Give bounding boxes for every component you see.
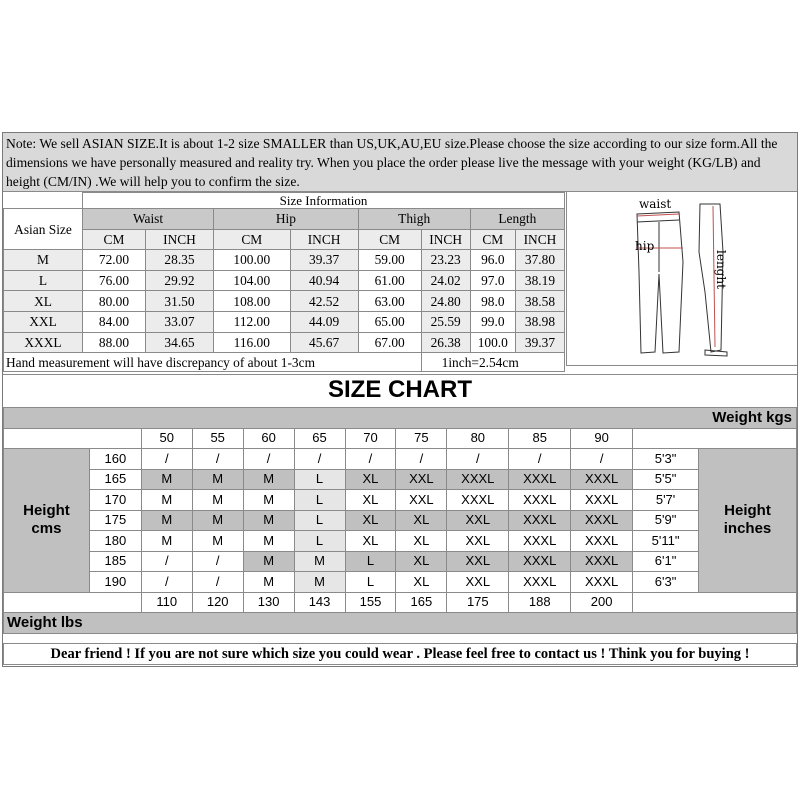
measurement-cell: 88.00 bbox=[83, 332, 146, 353]
size-recommendation: M bbox=[141, 469, 192, 490]
measurement-cell: 29.92 bbox=[145, 270, 213, 291]
size-chart-table bbox=[3, 407, 797, 634]
unit-header: CM bbox=[214, 229, 290, 250]
size-recommendation: / bbox=[447, 449, 509, 470]
measurement-cell: 116.00 bbox=[214, 332, 290, 353]
unit-header: CM bbox=[358, 229, 421, 250]
size-recommendation: M bbox=[243, 490, 294, 511]
measurement-cell: 31.50 bbox=[145, 291, 213, 312]
size-info-caption: Size Information bbox=[83, 193, 565, 209]
pants-diagram-svg bbox=[567, 192, 796, 364]
height-cm-value: 170 bbox=[89, 490, 141, 511]
size-recommendation: XL bbox=[396, 551, 447, 572]
height-row bbox=[4, 449, 797, 470]
measurement-cell: 33.07 bbox=[145, 311, 213, 332]
measurement-cell: 26.38 bbox=[421, 332, 470, 353]
size-recommendation: / bbox=[294, 449, 345, 470]
measurement-cell: 104.00 bbox=[214, 270, 290, 291]
measurement-cell: 39.37 bbox=[290, 250, 358, 271]
measurement-cell: 45.67 bbox=[290, 332, 358, 353]
measurement-cell: 59.00 bbox=[358, 250, 421, 271]
measurement-cell: 38.98 bbox=[515, 311, 564, 332]
size-chart-title: SIZE CHART bbox=[3, 374, 797, 407]
weight-kgs-label: Weight kgs bbox=[4, 408, 797, 429]
unit-header: INCH bbox=[290, 229, 358, 250]
measurement-cell: 25.59 bbox=[421, 311, 470, 332]
size-recommendation: XXXL bbox=[571, 531, 633, 552]
size-note: Note: We sell ASIAN SIZE.It is about 1-2 size SMALLER than US,UK,AU,EU size.Please choose the size according to our size form.All the dimensions we have personally measured and reality try. When you place the order please live the message with your weight (KG/LB) and height (CM/IN) .We will help you to confirm the size. bbox=[3, 133, 797, 192]
height-cms-unit: cms bbox=[31, 520, 62, 538]
size-recommendation: XL bbox=[345, 531, 396, 552]
inch-conversion: 1inch=2.54cm bbox=[421, 353, 564, 372]
size-recommendation: XXXL bbox=[509, 531, 571, 552]
size-recommendation: M bbox=[192, 469, 243, 490]
measurement-cell: 63.00 bbox=[358, 291, 421, 312]
height-cm-value: 160 bbox=[89, 449, 141, 470]
size-information-table bbox=[3, 192, 565, 372]
size-recommendation: XXXL bbox=[509, 551, 571, 572]
pants-measurement-diagram bbox=[566, 192, 797, 366]
measurement-cell: 96.0 bbox=[470, 250, 515, 271]
measurement-cell: 37.80 bbox=[515, 250, 564, 271]
measurement-cell: 112.00 bbox=[214, 311, 290, 332]
measurement-cell: 99.0 bbox=[470, 311, 515, 332]
size-recommendation: XXXL bbox=[509, 572, 571, 593]
size-recommendation: XXL bbox=[447, 572, 509, 593]
size-recommendation: M bbox=[243, 572, 294, 593]
size-recommendation: M bbox=[294, 572, 345, 593]
size-recommendation: M bbox=[243, 469, 294, 490]
measurement-footnote: Hand measurement will have discrepancy of about 1-3cm bbox=[4, 353, 422, 372]
front-pants-outline bbox=[637, 212, 683, 353]
size-recommendation: XL bbox=[345, 510, 396, 531]
contact-footer: Dear friend ! If you are not sure which size you could wear . Please feel free to contact us ! Think you for buying ! bbox=[3, 643, 797, 665]
size-recommendation: XXXL bbox=[571, 490, 633, 511]
measurement-cell: 108.00 bbox=[214, 291, 290, 312]
size-recommendation: XXXL bbox=[571, 572, 633, 593]
height-cm-value: 175 bbox=[89, 510, 141, 531]
height-row bbox=[4, 469, 797, 490]
size-recommendation: L bbox=[294, 510, 345, 531]
weight-kg-value: 85 bbox=[509, 428, 571, 449]
height-inch-value: 6'3" bbox=[633, 572, 699, 593]
height-row bbox=[4, 490, 797, 511]
size-sheet bbox=[2, 132, 798, 667]
height-cm-value: 185 bbox=[89, 551, 141, 572]
measurement-cell: 72.00 bbox=[83, 250, 146, 271]
weight-lb-value: 120 bbox=[192, 592, 243, 613]
measurement-cell: 98.0 bbox=[470, 291, 515, 312]
measurement-cell: 42.52 bbox=[290, 291, 358, 312]
height-inch-value: 5'7' bbox=[633, 490, 699, 511]
group-header: Hip bbox=[214, 209, 359, 230]
group-header: Length bbox=[470, 209, 564, 230]
size-recommendation: XXL bbox=[396, 469, 447, 490]
measurement-cell: 38.19 bbox=[515, 270, 564, 291]
size-recommendation: / bbox=[243, 449, 294, 470]
size-row bbox=[4, 291, 565, 312]
measurement-cell: 44.09 bbox=[290, 311, 358, 332]
weight-kg-value: 50 bbox=[141, 428, 192, 449]
size-row bbox=[4, 332, 565, 353]
size-label: XXXL bbox=[4, 332, 83, 353]
height-inch-value: 5'5" bbox=[633, 469, 699, 490]
size-recommendation: XXXL bbox=[447, 469, 509, 490]
height-inches-label bbox=[699, 449, 797, 593]
measurement-cell: 65.00 bbox=[358, 311, 421, 332]
size-recommendation: XXXL bbox=[447, 490, 509, 511]
weight-kg-value: 90 bbox=[571, 428, 633, 449]
size-recommendation: / bbox=[192, 551, 243, 572]
size-recommendation: / bbox=[141, 572, 192, 593]
weight-kg-value: 80 bbox=[447, 428, 509, 449]
size-recommendation: XL bbox=[345, 469, 396, 490]
size-info-caption-spacer bbox=[4, 193, 83, 209]
size-recommendation: XXL bbox=[447, 551, 509, 572]
size-recommendation: L bbox=[345, 572, 396, 593]
size-row bbox=[4, 250, 565, 271]
size-recommendation: L bbox=[294, 490, 345, 511]
measurement-cell: 24.80 bbox=[421, 291, 470, 312]
size-recommendation: / bbox=[345, 449, 396, 470]
size-recommendation: / bbox=[141, 449, 192, 470]
measurement-cell: 76.00 bbox=[83, 270, 146, 291]
measurement-cell: 80.00 bbox=[83, 291, 146, 312]
size-recommendation: XL bbox=[345, 490, 396, 511]
unit-header: CM bbox=[470, 229, 515, 250]
size-recommendation: XL bbox=[396, 531, 447, 552]
measurement-cell: 24.02 bbox=[421, 270, 470, 291]
height-cm-value: 165 bbox=[89, 469, 141, 490]
measurement-cell: 100.0 bbox=[470, 332, 515, 353]
size-recommendation: XXL bbox=[396, 490, 447, 511]
size-recommendation: L bbox=[294, 469, 345, 490]
size-label: M bbox=[4, 250, 83, 271]
height-inch-value: 5'9" bbox=[633, 510, 699, 531]
weight-lb-value: 143 bbox=[294, 592, 345, 613]
size-recommendation: / bbox=[396, 449, 447, 470]
size-recommendation: M bbox=[141, 531, 192, 552]
measurement-cell: 67.00 bbox=[358, 332, 421, 353]
height-cm-value: 190 bbox=[89, 572, 141, 593]
height-inch-value: 6'1" bbox=[633, 551, 699, 572]
measurement-cell: 38.58 bbox=[515, 291, 564, 312]
measurement-cell: 40.94 bbox=[290, 270, 358, 291]
corner-cell bbox=[633, 428, 797, 449]
size-recommendation: M bbox=[243, 551, 294, 572]
size-recommendation: / bbox=[192, 449, 243, 470]
measurement-cell: 34.65 bbox=[145, 332, 213, 353]
measurement-cell: 100.00 bbox=[214, 250, 290, 271]
height-row bbox=[4, 551, 797, 572]
group-header: Thigh bbox=[358, 209, 470, 230]
corner-cell bbox=[4, 428, 142, 449]
weight-lb-value: 188 bbox=[509, 592, 571, 613]
weight-lb-value: 110 bbox=[141, 592, 192, 613]
size-recommendation: L bbox=[294, 531, 345, 552]
diagram-hip-label: hip bbox=[635, 239, 655, 253]
size-recommendation: XXL bbox=[447, 531, 509, 552]
unit-header: INCH bbox=[145, 229, 213, 250]
size-recommendation: / bbox=[509, 449, 571, 470]
diagram-waist-label: waist bbox=[639, 197, 672, 211]
size-recommendation: / bbox=[571, 449, 633, 470]
size-recommendation: XXXL bbox=[509, 469, 571, 490]
weight-kg-value: 75 bbox=[396, 428, 447, 449]
asian-size-header: Asian Size bbox=[4, 209, 83, 250]
height-inch-value: 5'3" bbox=[633, 449, 699, 470]
unit-header: CM bbox=[83, 229, 146, 250]
size-recommendation: XL bbox=[396, 572, 447, 593]
unit-header: INCH bbox=[515, 229, 564, 250]
weight-lb-value: 175 bbox=[447, 592, 509, 613]
size-recommendation: M bbox=[294, 551, 345, 572]
measurement-cell: 28.35 bbox=[145, 250, 213, 271]
corner-cell bbox=[4, 592, 142, 613]
weight-lb-value: 165 bbox=[396, 592, 447, 613]
size-recommendation: M bbox=[243, 531, 294, 552]
size-recommendation: XXXL bbox=[571, 510, 633, 531]
height-cm-value: 180 bbox=[89, 531, 141, 552]
measurement-cell: 61.00 bbox=[358, 270, 421, 291]
size-recommendation: XXXL bbox=[509, 490, 571, 511]
weight-kg-value: 60 bbox=[243, 428, 294, 449]
size-label: XXL bbox=[4, 311, 83, 332]
weight-lb-value: 155 bbox=[345, 592, 396, 613]
weight-kg-value: 55 bbox=[192, 428, 243, 449]
size-recommendation: L bbox=[345, 551, 396, 572]
size-recommendation: / bbox=[141, 551, 192, 572]
size-recommendation: M bbox=[192, 490, 243, 511]
corner-cell bbox=[633, 592, 797, 613]
size-recommendation: XL bbox=[396, 510, 447, 531]
height-row bbox=[4, 510, 797, 531]
measurement-cell: 84.00 bbox=[83, 311, 146, 332]
height-cms-label bbox=[4, 449, 90, 593]
size-row bbox=[4, 311, 565, 332]
size-recommendation: XXXL bbox=[509, 510, 571, 531]
weight-lb-value: 200 bbox=[571, 592, 633, 613]
measurement-cell: 97.0 bbox=[470, 270, 515, 291]
size-label: L bbox=[4, 270, 83, 291]
weight-lbs-label: Weight lbs bbox=[4, 613, 797, 634]
height-inches-unit: inches bbox=[723, 520, 772, 538]
size-recommendation: M bbox=[141, 510, 192, 531]
weight-kg-value: 65 bbox=[294, 428, 345, 449]
size-row bbox=[4, 270, 565, 291]
size-recommendation: M bbox=[192, 510, 243, 531]
unit-header: INCH bbox=[421, 229, 470, 250]
size-recommendation: XXL bbox=[447, 510, 509, 531]
measurement-cell: 23.23 bbox=[421, 250, 470, 271]
size-recommendation: / bbox=[192, 572, 243, 593]
height-row bbox=[4, 531, 797, 552]
diagram-length-label: lenght bbox=[714, 250, 728, 289]
size-recommendation: XXXL bbox=[571, 551, 633, 572]
size-label: XL bbox=[4, 291, 83, 312]
size-recommendation: M bbox=[192, 531, 243, 552]
height-inch-value: 5'11" bbox=[633, 531, 699, 552]
size-recommendation: M bbox=[243, 510, 294, 531]
weight-lb-value: 130 bbox=[243, 592, 294, 613]
group-header: Waist bbox=[83, 209, 214, 230]
size-recommendation: XXXL bbox=[571, 469, 633, 490]
size-recommendation: M bbox=[141, 490, 192, 511]
measurement-cell: 39.37 bbox=[515, 332, 564, 353]
height-cms-label-line: Height bbox=[23, 502, 70, 520]
weight-kg-value: 70 bbox=[345, 428, 396, 449]
height-row bbox=[4, 572, 797, 593]
height-inches-label-line: Height bbox=[724, 502, 771, 520]
